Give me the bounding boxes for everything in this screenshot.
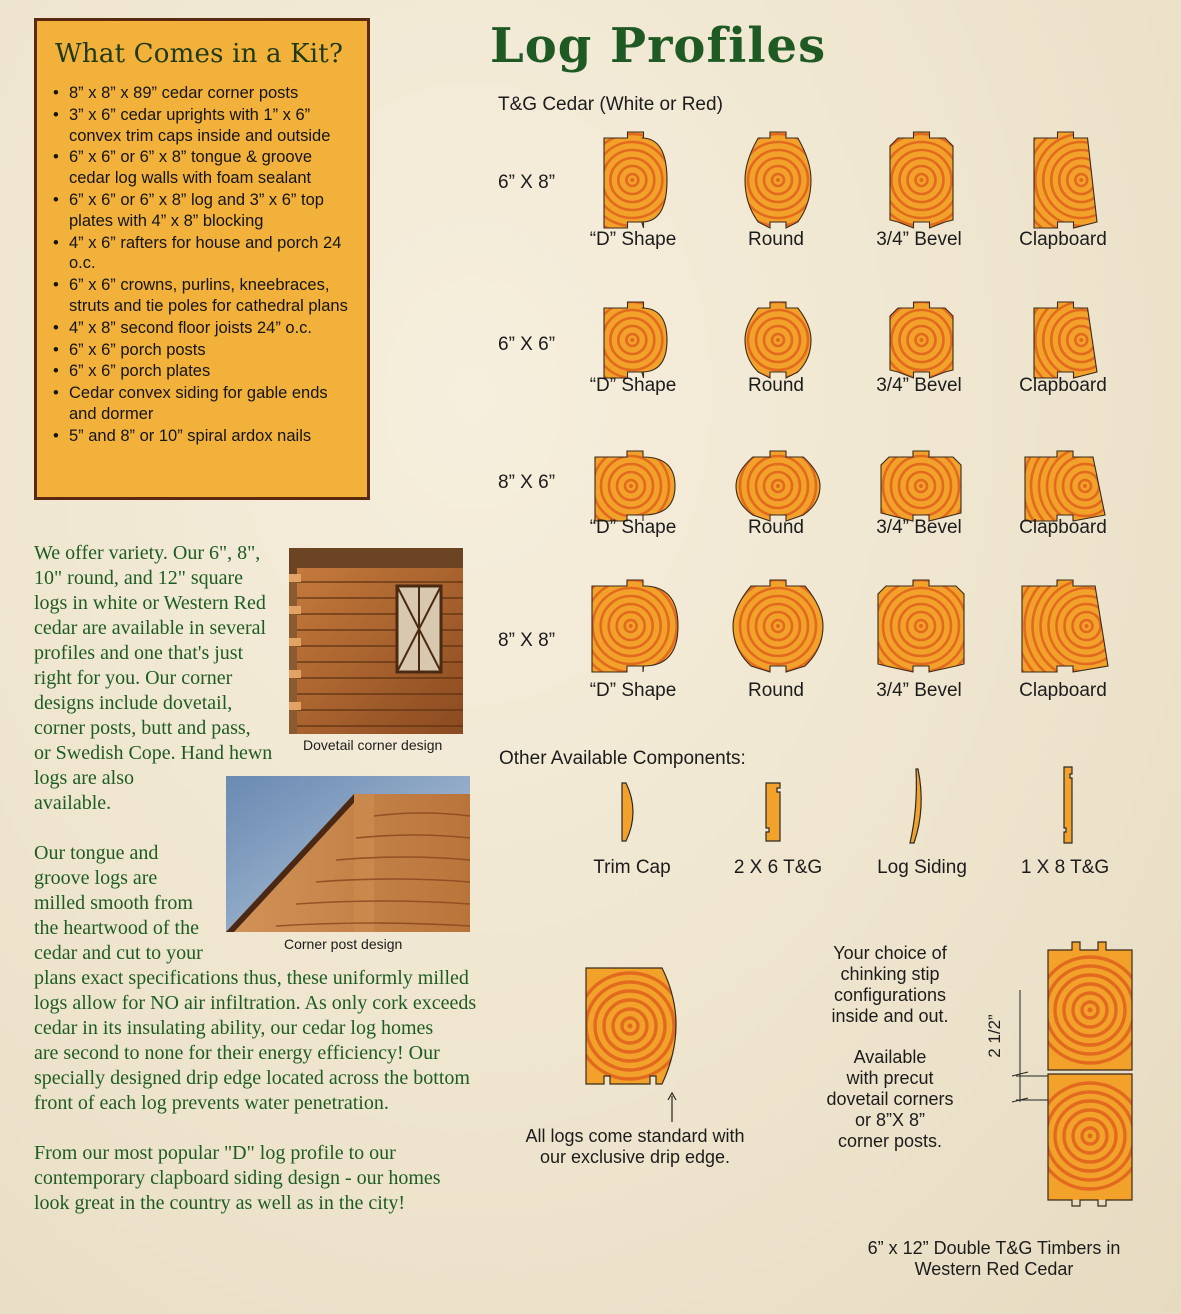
trim-cap-profile [616, 782, 642, 842]
profile-shape-label: 3/4” Bevel [876, 375, 962, 396]
body-text-line: groove logs are [34, 867, 158, 889]
body-text-line: 10" round, and 12" square [34, 567, 244, 589]
log-profile-shape [888, 130, 955, 230]
body-text-line: right for you. Our corner [34, 667, 233, 689]
profile-shape-label: Round [748, 375, 804, 396]
log-profile-shape [1020, 578, 1110, 674]
log-profile-shape [1023, 449, 1107, 523]
body-text-line: profiles and one that's just [34, 642, 244, 664]
profile-shape-label: Clapboard [1019, 517, 1107, 538]
profile-shape-label: Round [748, 517, 804, 538]
body-text-line: logs allow for NO air infiltration. As only cork exceeds [34, 992, 477, 1014]
drip-edge-caption: All logs come standard with our exclusive drip edge. [525, 1126, 745, 1167]
body-text-line: milled smooth from [34, 892, 193, 914]
body-text-line: or Swedish Cope. Hand hewn [34, 742, 273, 764]
profile-shape-label: Clapboard [1019, 229, 1107, 250]
body-text-line: plans exact specifications thus, these uniformly milled [34, 967, 469, 989]
component-label-log-siding: Log Siding [877, 857, 967, 878]
body-text-line: logs are also [34, 767, 134, 789]
kit-item: • 6” x 6” crowns, purlins, kneebraces, struts and tie poles for cathedral plans [51, 275, 353, 317]
double-tg-timber-profile [1046, 940, 1136, 1210]
body-text-line: specially designed drip edge located across the bottom [34, 1067, 470, 1089]
chinking-note: Your choice of chinking stip configurations inside and out. [831, 943, 949, 1026]
timber-caption: 6” x 12” Double T&G Timbers in Western Red Cedar [867, 1238, 1121, 1279]
dovetail-caption: Dovetail corner design [303, 737, 443, 753]
body-text-line: corner posts, butt and pass, [34, 717, 251, 739]
profile-size-label: 8” X 6” [498, 472, 556, 493]
one-by-eight-tg-profile [1060, 766, 1076, 844]
body-text-line: logs in white or Western Red [34, 592, 266, 614]
kit-item: • 6” x 6” porch posts [51, 340, 353, 361]
body-text-line: look great in the country as well as in the city! [34, 1192, 406, 1214]
body-text-line: are second to none for their energy efficiency! Our [34, 1042, 440, 1064]
body-text-line: the heartwood of the [34, 917, 199, 939]
body-text-line: cedar are available in several [34, 617, 267, 639]
two-by-six-tg-profile [762, 782, 784, 842]
kit-contents-box [34, 18, 370, 500]
body-text-line: Our tongue and [34, 842, 159, 864]
kit-item: • 3” x 6” cedar uprights with 1” x 6” convex trim caps inside and outside [51, 105, 353, 147]
log-profile-shape [734, 449, 822, 523]
log-profile-shape [1032, 300, 1099, 380]
log-profile-shape [602, 130, 669, 230]
profile-shape-label: “D” Shape [589, 680, 677, 701]
body-paragraph-3 [34, 1141, 494, 1216]
corner-post-photo [226, 776, 470, 932]
log-profile-shape [888, 300, 955, 380]
dovetail-corner-photo [289, 548, 463, 734]
kit-item: • 6” x 6” or 6” x 8” log and 3” x 6” top plates with 4” x 8” blocking [51, 190, 353, 232]
profile-shape-label: Clapboard [1019, 375, 1107, 396]
log-profile-shape [593, 449, 677, 523]
component-label-2x6: 2 X 6 T&G [733, 857, 823, 878]
body-text-line: available. [34, 792, 112, 814]
component-label-trim-cap: Trim Cap [593, 857, 671, 878]
log-profile-shape [743, 130, 813, 230]
profile-size-label: 6” X 6” [498, 334, 556, 355]
page-title: Log Profiles [490, 18, 827, 74]
kit-item: • 4” x 8” second floor joists 24” o.c. [51, 318, 353, 339]
profile-subtitle: T&G Cedar (White or Red) [498, 94, 723, 115]
body-paragraph-1 [34, 541, 289, 816]
profile-shape-label: Clapboard [1019, 680, 1107, 701]
kit-item: • 6” x 6” or 6” x 8” tongue & groove cedar log walls with foam sealant [51, 147, 353, 189]
kit-item: • 5” and 8” or 10” spiral ardox nails [51, 426, 353, 447]
profile-shape-label: “D” Shape [589, 375, 677, 396]
drip-edge-arrow [666, 1092, 678, 1124]
components-heading: Other Available Components: [499, 748, 746, 769]
drip-edge-log-profile [584, 964, 690, 1088]
body-text-line: designs include dovetail, [34, 692, 233, 714]
body-text-line: cedar in its insulating ability, our cedar log homes [34, 1017, 434, 1039]
kit-list [51, 83, 353, 447]
log-profile-shape [1032, 130, 1099, 230]
log-profile-shape [879, 449, 963, 523]
profile-shape-label: Round [748, 229, 804, 250]
log-siding-profile [904, 768, 930, 844]
kit-item: • Cedar convex siding for gable ends and dormer [51, 383, 353, 425]
log-profile-shape [876, 578, 966, 674]
kit-item: • 6” x 6” porch plates [51, 361, 353, 382]
profile-size-label: 8” X 8” [498, 630, 556, 651]
profile-shape-label: “D” Shape [589, 517, 677, 538]
corner-post-caption: Corner post design [284, 936, 403, 952]
profile-shape-label: 3/4” Bevel [876, 680, 962, 701]
corners-note: Available with precut dovetail corners or 8”X 8” corner posts. [826, 1047, 954, 1151]
body-text-line: From our most popular "D" log profile to our [34, 1142, 396, 1164]
profile-shape-label: 3/4” Bevel [876, 229, 962, 250]
dimension-label: 2 1/2” [985, 1014, 1004, 1058]
kit-item: • 8” x 8” x 89” cedar corner posts [51, 83, 353, 104]
log-profile-shape [743, 300, 813, 380]
log-profile-shape [731, 578, 825, 674]
body-text-line: front of each log prevents water penetration. [34, 1092, 389, 1114]
profile-size-label: 6” X 8” [498, 172, 556, 193]
body-text-line: We offer variety. Our 6", 8", [34, 542, 261, 564]
profile-shape-label: “D” Shape [589, 229, 677, 250]
component-label-1x8: 1 X 8 T&G [1020, 857, 1110, 878]
log-profile-shape [602, 300, 669, 380]
profile-shape-label: 3/4” Bevel [876, 517, 962, 538]
log-profile-shape [590, 578, 680, 674]
body-text-line: cedar and cut to your [34, 942, 203, 964]
body-text-line: contemporary clapboard siding design - our homes [34, 1167, 441, 1189]
kit-item: • 4” x 6” rafters for house and porch 24 o.c. [51, 233, 353, 275]
kit-heading: What Comes in a Kit? [55, 39, 344, 69]
profile-shape-label: Round [748, 680, 804, 701]
